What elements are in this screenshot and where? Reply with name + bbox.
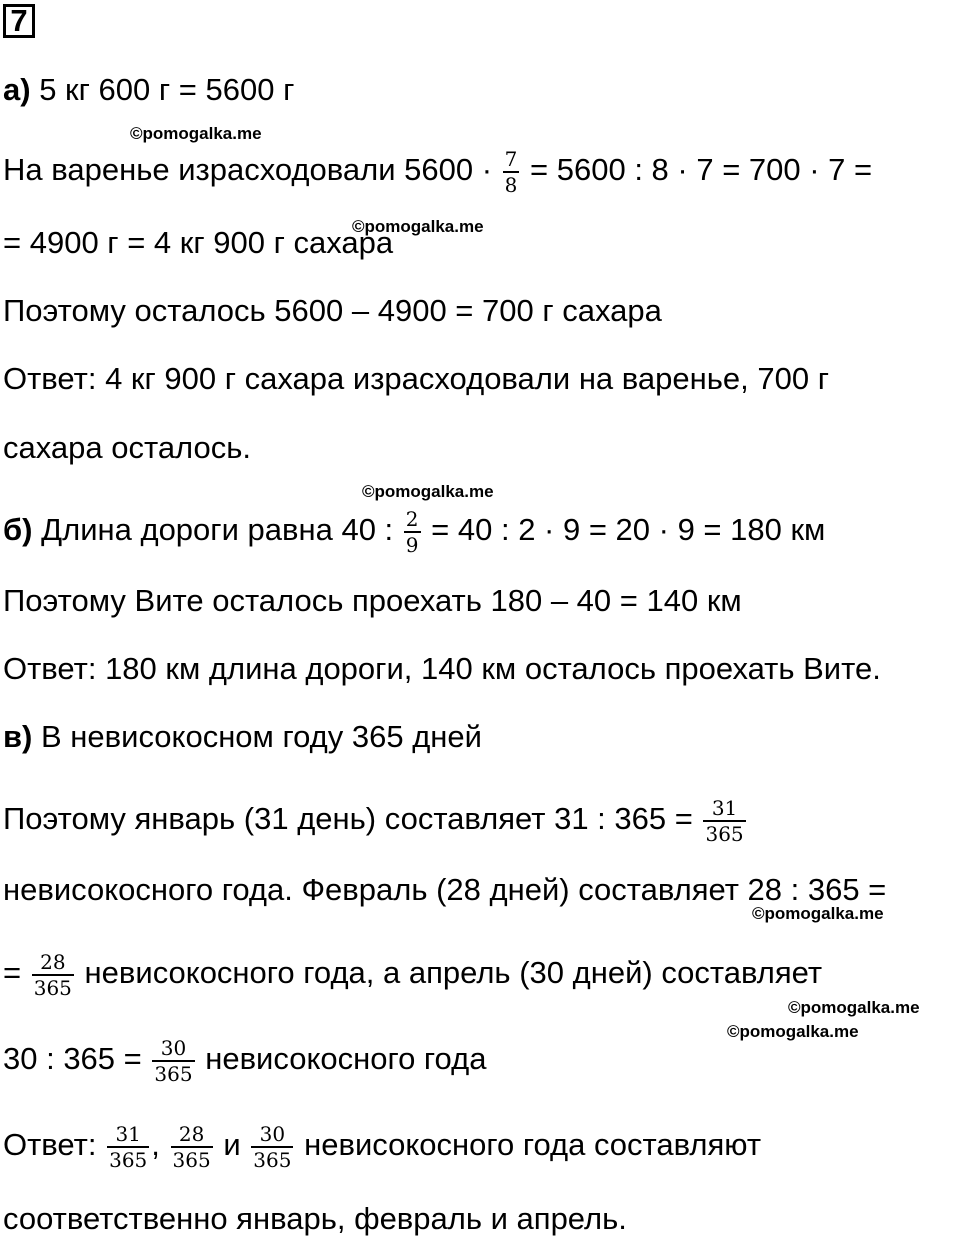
part-v-answer-line-1 (3, 1122, 761, 1172)
part-a-line-1 (3, 72, 294, 108)
watermark: ©pomogalka.me (727, 1022, 859, 1041)
part-v-line-1 (3, 719, 482, 755)
watermark: ©pomogalka.me (362, 482, 494, 501)
part-b-text: Длина дороги равна 40 : (41, 512, 394, 548)
fraction-denominator: 9 (405, 533, 419, 557)
part-v-text: В невисокосном году 365 дней (41, 719, 482, 754)
part-v-label: в) (3, 719, 33, 754)
part-a-answer-line-2: сахара осталось. (3, 430, 251, 465)
task-number-badge: 7 (3, 4, 35, 38)
fraction-denominator: 365 (33, 976, 72, 1000)
fraction-7-8 (503, 147, 520, 197)
part-a-text: = 5600 : 8 · 7 = 700 · 7 = (530, 152, 873, 188)
watermark: ©pomogalka.me (788, 998, 920, 1017)
fraction-numerator: 30 (152, 1036, 194, 1062)
part-v-text: невисокосного года (205, 1041, 487, 1077)
part-v-answer-line-2: соответственно январь, февраль и апрель. (3, 1201, 627, 1236)
part-a-line-2 (3, 147, 872, 197)
fraction-30-365 (152, 1036, 194, 1086)
fraction-30-365 (251, 1122, 293, 1172)
part-v-text: Ответ: (3, 1127, 97, 1163)
part-a-line-4: Поэтому осталось 5600 – 4900 = 700 г сахара (3, 293, 662, 328)
fraction-2-9 (404, 507, 421, 557)
part-b-label: б) (3, 512, 33, 548)
fraction-numerator: 31 (107, 1122, 149, 1148)
separator: и (223, 1127, 241, 1163)
part-a-label: а) (3, 72, 31, 107)
fraction-numerator: 30 (251, 1122, 293, 1148)
watermark: ©pomogalka.me (130, 124, 262, 143)
fraction-numerator: 28 (32, 950, 74, 976)
part-b-text: = 40 : 2 · 9 = 20 · 9 = 180 км (431, 512, 826, 548)
part-v-text: = (3, 955, 22, 991)
part-b-answer: Ответ: 180 км длина дороги, 140 км осталось проехать Вите. (3, 651, 881, 686)
fraction-31-365 (703, 796, 745, 846)
fraction-denominator: 365 (172, 1148, 211, 1172)
part-b-line-2: Поэтому Вите осталось проехать 180 – 40 = 140 км (3, 583, 742, 618)
fraction-numerator: 28 (171, 1122, 213, 1148)
fraction-28-365 (171, 1122, 213, 1172)
fraction-numerator: 31 (703, 796, 745, 822)
fraction-28-365 (32, 950, 74, 1000)
separator: , (151, 1127, 160, 1163)
fraction-31-365 (107, 1122, 149, 1172)
fraction-denominator: 365 (253, 1148, 292, 1172)
fraction-denominator: 365 (705, 822, 744, 846)
fraction-denominator: 365 (109, 1148, 148, 1172)
part-v-text: невисокосного года, а апрель (30 дней) составляет (84, 955, 823, 991)
part-v-line-5 (3, 1036, 486, 1086)
watermark: ©pomogalka.me (752, 904, 884, 923)
part-a-text: На варенье израсходовали 5600 · (3, 152, 493, 188)
part-v-line-4 (3, 950, 822, 1000)
part-v-text: Поэтому январь (31 день) составляет 31 : 365 = (3, 801, 693, 837)
part-v-line-2 (3, 796, 748, 846)
part-a-conversion: 5 кг 600 г = 5600 г (39, 72, 295, 107)
part-b-line-1 (3, 507, 825, 557)
fraction-numerator: 7 (504, 147, 518, 171)
fraction-denominator: 365 (154, 1062, 193, 1086)
fraction-numerator: 2 (405, 507, 419, 531)
part-v-text: 30 : 365 = (3, 1041, 142, 1077)
fraction-denominator: 8 (504, 173, 518, 197)
part-v-text: невисокосного года составляют (304, 1127, 762, 1163)
part-a-answer-line-1: Ответ: 4 кг 900 г сахара израсходовали на варенье, 700 г (3, 361, 830, 396)
watermark: ©pomogalka.me (352, 217, 484, 236)
part-a-line-3: = 4900 г = 4 кг 900 г сахара (3, 225, 394, 260)
part-v-line-3: невисокосного года. Февраль (28 дней) составляет 28 : 365 = (3, 872, 887, 907)
